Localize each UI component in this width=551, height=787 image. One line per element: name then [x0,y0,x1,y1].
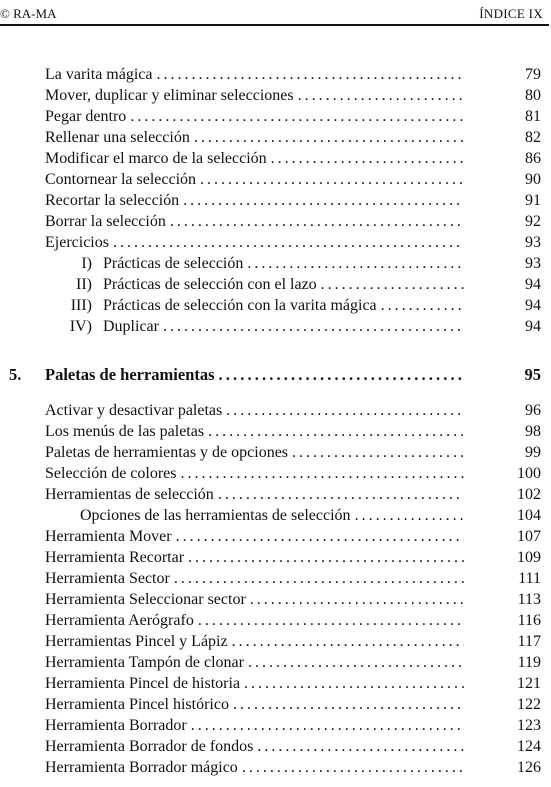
toc-entry-row[interactable] [0,591,551,612]
toc-entry-row[interactable] [0,633,551,654]
toc-leader-dots [248,654,464,672]
toc-entry-row[interactable] [0,108,551,129]
toc-entry-title: Paletas de herramientas [45,365,215,384]
toc-entry-title: Herramienta Pincel histórico [45,696,229,713]
toc-entry-row[interactable] [0,696,551,717]
section-label: ÍNDICE IX [479,6,543,21]
toc-entry-row[interactable] [0,129,551,150]
toc-leader-dots [183,192,464,210]
toc-entry-title: Activar y desactivar paletas [45,402,223,419]
toc-entry-line [45,633,468,651]
toc-page-number: 109 [517,549,541,566]
toc-entry-title: Herramienta Borrador [45,717,187,734]
toc-entry-row[interactable] [0,507,551,528]
toc-page-number: 113 [517,591,541,608]
toc-entry-title: Herramienta Aerógrafo [45,612,194,629]
toc-entry-title: Prácticas de selección [103,255,244,272]
toc-page-number: 96 [525,402,541,419]
toc-leader-dots [188,549,464,567]
toc-entry-line [45,675,468,693]
toc-entry-line [45,108,468,126]
toc-leader-dots [200,171,464,189]
toc-leader-dots [292,444,464,462]
toc-leader-dots [250,591,464,609]
toc-page-number: 107 [517,528,541,545]
toc-entry-numeral: I) [81,255,92,272]
toc-entry-line [103,318,468,336]
toc-entry-title: Herramienta Sector [45,570,170,587]
toc-entry-line [45,444,468,462]
toc-entry-row[interactable] [0,654,551,675]
toc-leader-dots [242,759,464,777]
toc-page-number: 122 [517,696,541,713]
toc-entry-title: Pegar dentro [45,108,127,125]
toc-leader-dots [271,150,464,168]
toc-leader-dots [247,255,464,273]
toc-entry-line [45,549,468,567]
toc-page-number: 104 [517,507,541,524]
toc-entry-line [80,507,468,525]
toc-entry-row[interactable] [0,675,551,696]
toc-entry-title: Paletas de herramientas y de opciones [45,444,289,461]
toc-entry-row[interactable] [0,528,551,549]
toc-page-number: 95 [524,365,541,384]
toc-entry-title: Herramienta Recortar [45,549,185,566]
toc-leader-dots [226,402,464,420]
toc-entry-row[interactable] [0,255,551,276]
toc-entry-row[interactable] [0,612,551,633]
toc-entry-title: Mover, duplicar y eliminar selecciones [45,87,294,104]
toc-entry-title: Herramienta Mover [45,528,172,545]
toc-entry-line [45,423,468,441]
toc-leader-dots [218,486,464,504]
toc-entry-row[interactable] [0,87,551,108]
toc-entry-line [45,365,468,385]
toc-entry-numeral: IV) [69,318,92,335]
toc-entry-title: Herramienta Seleccionar sector [45,591,246,608]
toc-page-number: 80 [525,87,541,104]
toc-page-number: 82 [525,129,541,146]
toc-entry-title: Modificar el marco de la selección [45,150,267,167]
toc-entry-title: Herramienta Borrador de fondos [45,738,254,755]
toc-page-number: 116 [517,612,541,629]
toc-entry-title: Opciones de las herramientas de selección [80,507,351,524]
toc-entry-row[interactable] [0,570,551,591]
toc-entry-line [45,696,468,714]
toc-entry-row[interactable] [0,717,551,738]
toc-entry-line [45,612,468,630]
toc-entry-title: Ejercicios [45,234,109,251]
toc-entry-title: Contornear la selección [45,171,197,188]
toc-leader-dots [130,108,464,126]
toc-entry-row[interactable] [0,171,551,192]
toc-page-number: 99 [525,444,541,461]
toc-page-number: 94 [525,276,541,293]
toc-page-number: 81 [525,108,541,125]
toc-leader-dots [355,507,464,525]
toc-leader-dots [381,297,464,315]
toc-page-number: 100 [517,465,541,482]
toc-entry-line [45,402,468,420]
toc-entry-line [45,759,468,777]
toc-leader-dots [170,213,464,231]
toc-entry-line [45,171,468,189]
toc-page-number: 79 [525,66,541,83]
toc-page-number: 91 [525,192,541,209]
toc-entry-line [103,297,468,315]
toc-entry-row[interactable] [0,213,551,234]
toc-page-number: 98 [525,423,541,440]
toc-entry-line [45,66,468,84]
toc-chapter-row[interactable] [0,365,551,386]
toc-leader-dots [157,66,465,84]
toc-page-number: 92 [525,213,541,230]
toc-leader-dots [208,423,464,441]
toc-leader-dots [321,276,464,294]
toc-entry-line [103,255,468,273]
toc-entry-title: Prácticas de selección con el lazo [103,276,317,293]
toc-entry-line [45,570,468,588]
toc-entry-row[interactable] [0,549,551,570]
toc-entry-title: Herramienta Borrador mágico [45,759,238,776]
toc-page-number: 119 [517,654,541,671]
toc-entry-title: Borrar la selección [45,213,166,230]
toc-page-number: 90 [525,171,541,188]
toc-entry-line [45,465,468,483]
toc-entry-row[interactable] [0,66,551,87]
toc-entry-row[interactable] [0,444,551,465]
toc-entry-line [45,654,468,672]
toc-leader-dots [176,528,464,546]
toc-entry-line [45,486,468,504]
toc-leader-dots [233,696,464,714]
toc-leader-dots [244,675,464,693]
toc-entry-row[interactable] [0,402,551,423]
toc-entry-numeral: III) [70,297,92,314]
toc-entry-line [45,717,468,735]
header-rule [0,24,549,26]
toc-entry-row[interactable] [0,738,551,759]
toc-page-number: 86 [525,150,541,167]
toc-entry-row[interactable] [0,423,551,444]
toc-page-number: 111 [518,570,541,587]
toc-page-number: 94 [525,318,541,335]
toc-page-number: 123 [517,717,541,734]
toc-entry-line [45,150,468,168]
toc-entry-row[interactable] [0,150,551,171]
toc-entry-row[interactable] [0,276,551,297]
toc-entry-row[interactable] [0,465,551,486]
toc-page-number: 93 [525,255,541,272]
toc-leader-dots [181,465,465,483]
toc-entry-row[interactable] [0,318,551,339]
toc-entry-line [45,528,468,546]
toc-entry-title: Rellenar una selección [45,129,190,146]
toc-leader-dots [198,612,464,630]
toc-entry-line [45,234,468,252]
toc-entry-numeral: II) [76,276,92,293]
toc-entry-row[interactable] [0,759,551,780]
toc-leader-dots [194,129,464,147]
toc-leader-dots [174,570,464,588]
toc-leader-dots [232,633,464,651]
toc-entry-line [45,129,468,147]
toc-entry-title: Duplicar [103,318,159,335]
toc-leader-dots [298,87,464,105]
toc-leader-dots [191,717,464,735]
toc-entry-title: Los menús de las paletas [45,423,205,440]
publisher-label: © RA-MA [0,6,57,21]
toc-entry-row[interactable] [0,486,551,507]
toc-page-number: 126 [517,759,541,776]
page-header [0,0,551,26]
toc-page-number: 117 [517,633,541,650]
toc-entry-title: Prácticas de selección con la varita mágica [103,297,377,314]
toc-leader-dots [113,234,464,252]
toc-entry-line [45,192,468,210]
toc-leader-dots [257,738,464,756]
toc-entry-line [45,738,468,756]
toc-entry-title: Herramientas Pincel y Lápiz [45,633,228,650]
toc-entry-title: Herramienta Tampón de clonar [45,654,244,671]
toc-entry-line [45,87,468,105]
toc-entry-title: Recortar la selección [45,192,180,209]
toc-entry-row[interactable] [0,234,551,255]
toc-page-number: 102 [517,486,541,503]
toc-entry-title: La varita mágica [45,66,153,83]
toc-entry-row[interactable] [0,192,551,213]
toc-entry-row[interactable] [0,297,551,318]
toc-leader-dots [219,365,464,385]
toc-page-number: 93 [525,234,541,251]
toc-page-number: 124 [517,738,541,755]
toc-entry-line [45,213,468,231]
toc-page-number: 94 [525,297,541,314]
toc-chapter-number: 5. [9,365,22,384]
toc-entry-line [45,591,468,609]
toc-entry-title: Herramienta Pincel de historia [45,675,241,692]
toc-entry-line [103,276,468,294]
toc-entry-title: Herramientas de selección [45,486,214,503]
toc-page-number: 121 [517,675,541,692]
toc-leader-dots [163,318,464,336]
toc-entry-title: Selección de colores [45,465,177,482]
